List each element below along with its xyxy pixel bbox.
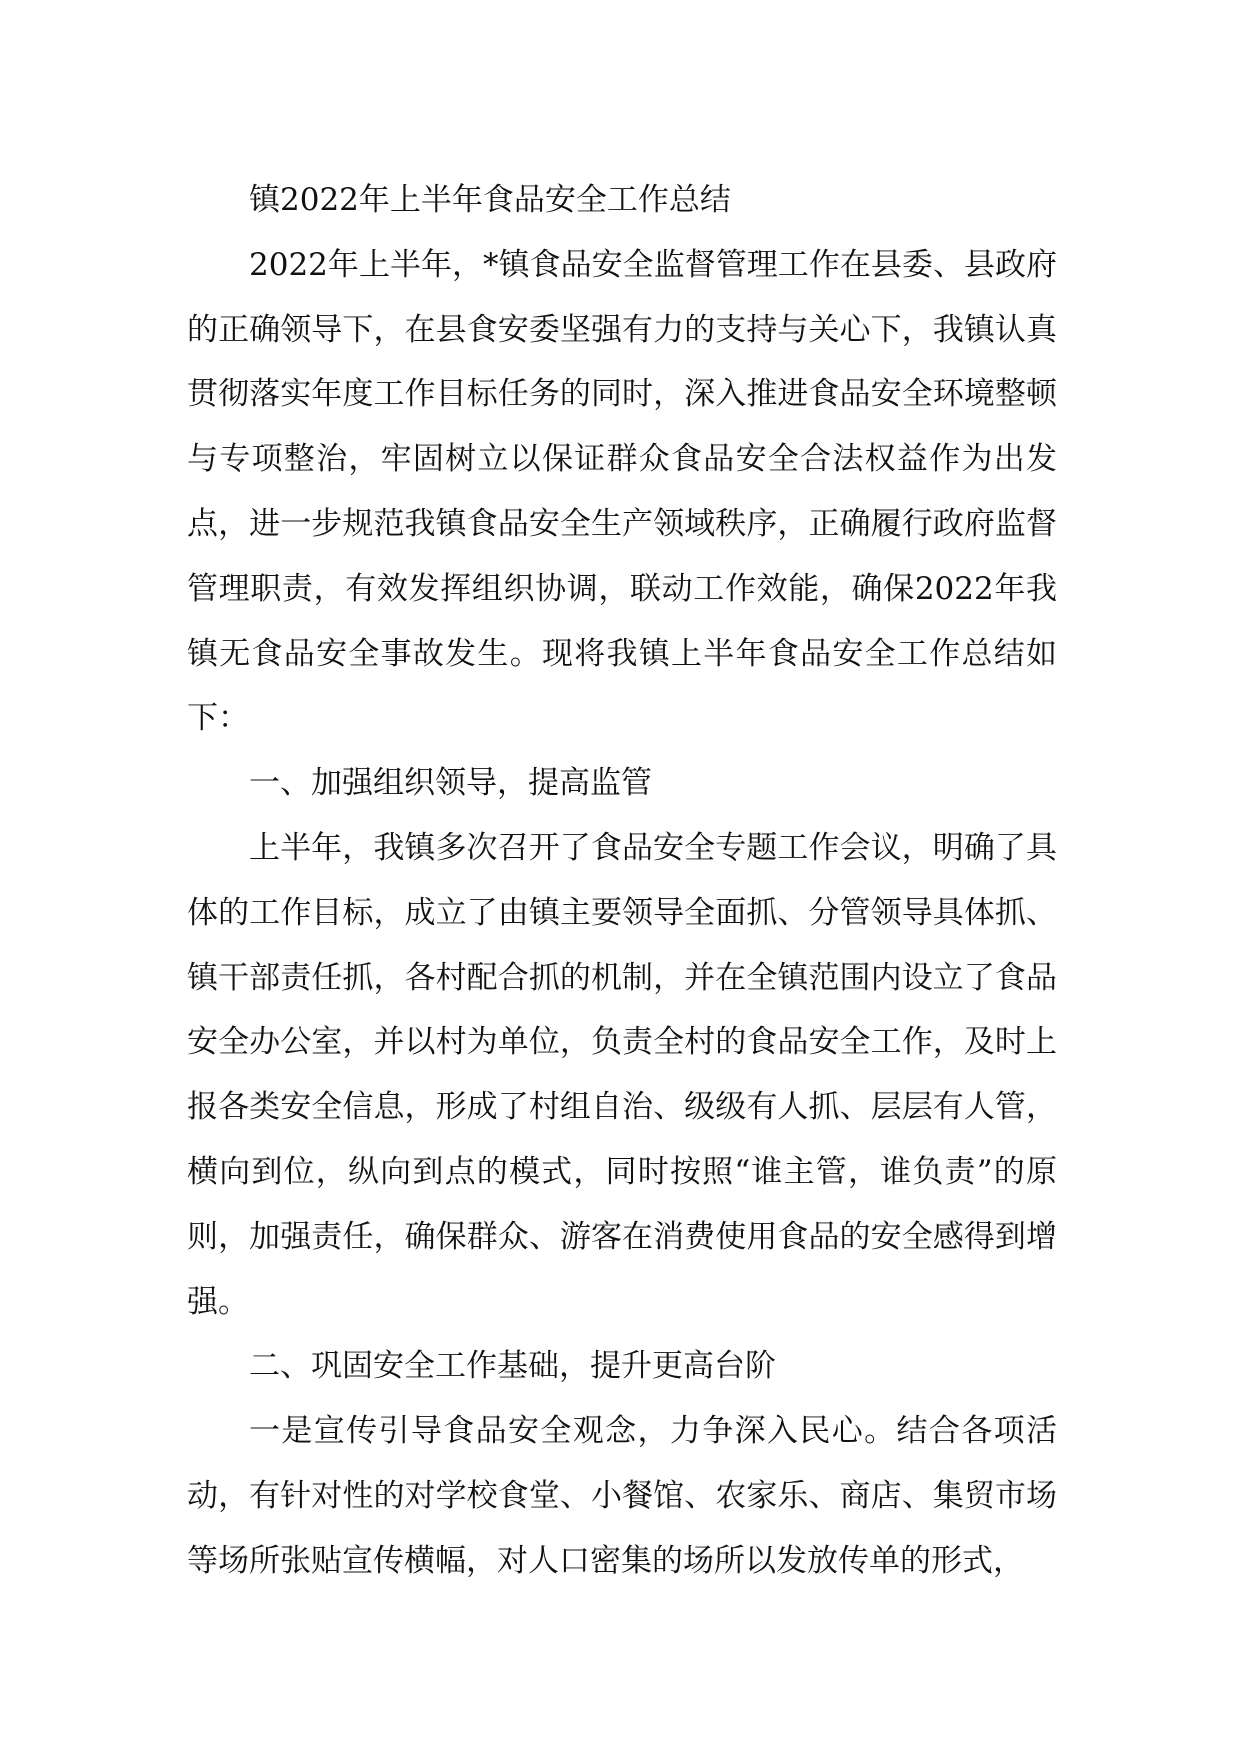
intro-paragraph: 2022年上半年，*镇食品安全监督管理工作在县委、县政府的正确领导下，在县食安委坚强有力的支持与关心下，我镇认真贯彻落实年度工作目标任务的同时，深入推进食品安全环境整顿与专项整治，牢固树立以保证群众食品安全合法权益作为出发点，进一步规范我镇食品安全生产领域秩序，正确履行政府监督管理职责，有效发挥组织协调，联动工作效能，确保2022年我镇无食品安全事故发生。现将我镇上半年食品安全工作总结如下：: [187, 246, 1057, 737]
section-heading-1: 一、加强组织领导，提高监管: [249, 765, 652, 802]
section-heading-2: 二、巩固安全工作基础，提升更高台阶: [249, 1348, 776, 1385]
section-1-paragraph: 上半年，我镇多次召开了食品安全专题工作会议，明确了具体的工作目标，成立了由镇主要领导全面抓、分管领导具体抓、镇干部责任抓，各村配合抓的机制，并在全镇范围内设立了食品安全办公室，并以村为单位，负责全村的食品安全工作，及时上报各类安全信息，形成了村组自治、级级有人抓、层层有人管，横向到位，纵向到点的模式，同时按照“谁主管，谁负责”的原则，加强责任，确保群众、游客在消费使用食品的安全感得到增强。: [187, 829, 1057, 1320]
section-2-paragraph: 一是宣传引导食品安全观念，力争深入民心。结合各项活动，有针对性的对学校食堂、小餐馆、农家乐、商店、集贸市场等场所张贴宣传横幅，对人口密集的场所以发放传单的形式，: [187, 1413, 1057, 1579]
document-title: 镇2022年上半年食品安全工作总结: [249, 182, 731, 218]
document-body: [187, 168, 1057, 1594]
